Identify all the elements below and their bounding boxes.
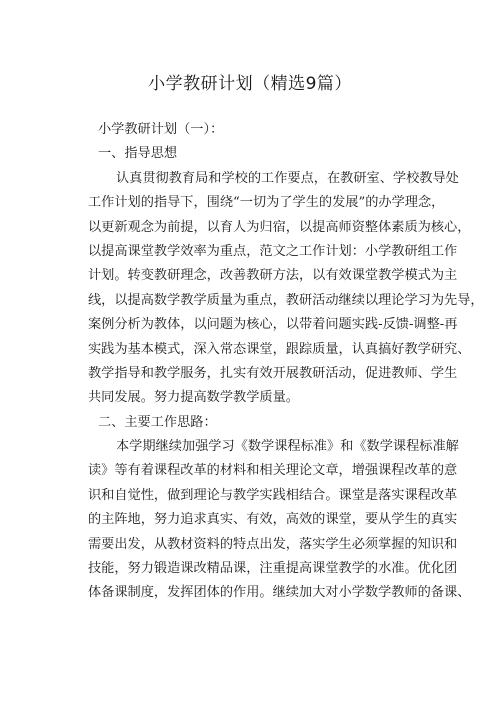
text-line: 工作计划的指导下，围绕“一切为了学生的发展”的办学理念， <box>88 195 445 211</box>
text-line: 教学指导和教学服务，扎实有效开展教研活动，促进教师、学生 <box>88 365 458 381</box>
document-title: 小学教研计划（精选9篇） <box>148 74 352 94</box>
text-line: 一、指导思想 <box>98 146 178 162</box>
text-line: 以更新观念为前提，以育人为归宿，以提高师资整体素质为核心， <box>88 219 471 235</box>
text-line: 识和自觉性，做到理论与教学实践相结合。课堂是落实课程改革 <box>88 487 458 503</box>
text-line: 小学教研计划（一）： <box>98 122 224 137</box>
text-line: 案例分析为教体，以问题为核心，以带着问题实践-反馈-调整-再 <box>88 317 458 333</box>
text-line: 体备课制度，发挥团体的作用。继续加大对小学数学教师的备课、 <box>88 585 471 601</box>
text-line: 线，以提高数学教学质量为重点，教研活动继续以理论学习为先导， <box>88 292 484 308</box>
text-line: 实践为基本模式，深入常态课堂，跟踪质量，认真搞好教学研究、 <box>88 341 471 357</box>
text-line: 技能，努力锻造课改精品课，注重提高课堂教学的水准。优化团 <box>88 561 458 577</box>
document-body <box>88 118 484 606</box>
text-line: 以提高课堂教学效率为重点，范文之工作计划：小学教研组工作 <box>88 243 458 259</box>
text-line: 认真贯彻教育局和学校的工作要点，在教研室、学校教导处 <box>116 170 459 186</box>
text-line: 二、主要工作思路： <box>98 414 217 430</box>
text-line: 计划。转变教研理念，改善教研方法，以有效课堂教学模式为主 <box>88 268 458 284</box>
text-line: 本学期继续加强学习《数学课程标准》和《数学课程标准解 <box>116 439 459 455</box>
text-line: 共同发展。努力提高数学教学质量。 <box>88 390 299 406</box>
text-line: 需要出发，从教材资料的特点出发，落实学生必须掌握的知识和 <box>88 536 458 552</box>
text-line: 的主阵地，努力追求真实、有效，高效的课堂，要从学生的真实 <box>88 512 458 528</box>
text-line: 读》等有着课程改革的材料和相关理论文章，增强课程改革的意 <box>88 463 458 479</box>
